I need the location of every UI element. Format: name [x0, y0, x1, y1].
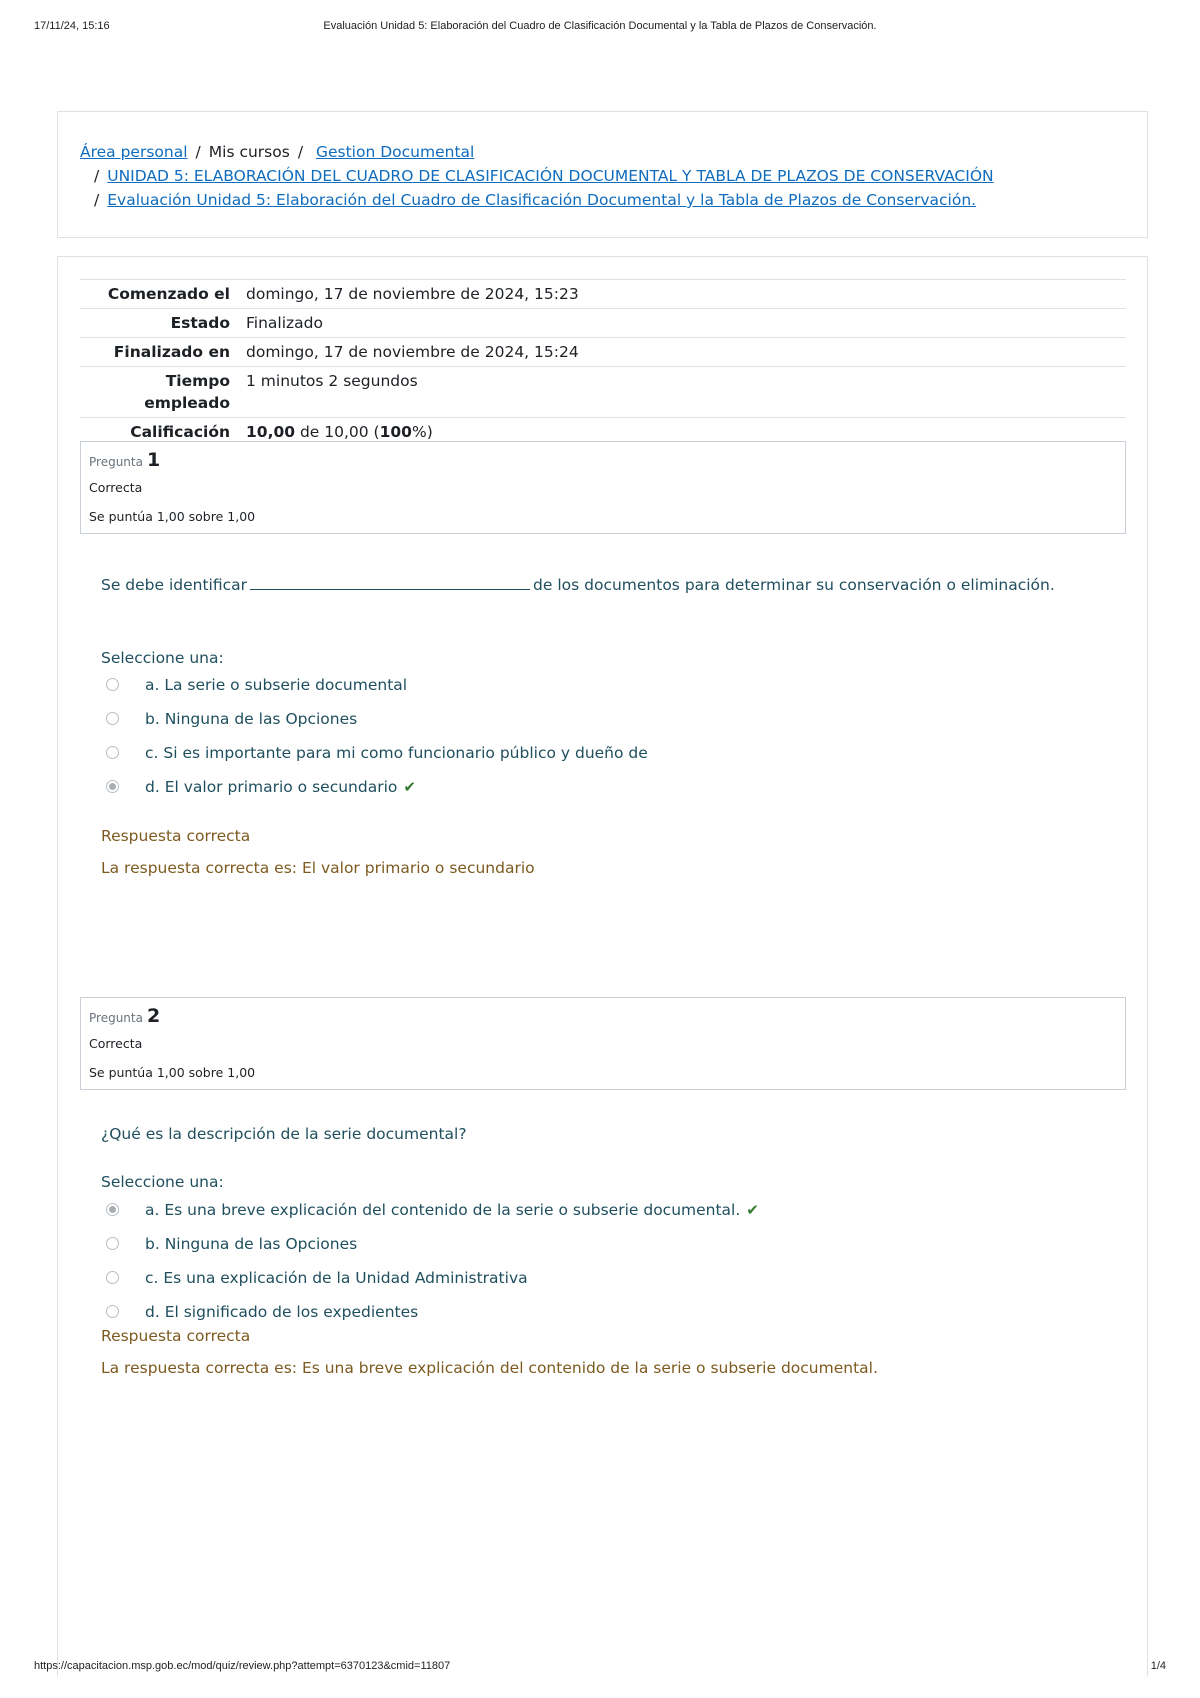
summary-label-line: Tiempo	[165, 372, 230, 390]
summary-value: domingo, 17 de noviembre de 2024, 15:24	[246, 343, 579, 361]
question-1-answers	[101, 676, 1001, 812]
summary-label-line: empleado	[144, 394, 230, 412]
answer-label-wrap	[145, 1201, 759, 1219]
breadcrumb-course-link[interactable]: Gestion Documental	[315, 143, 475, 161]
answer-label-wrap	[145, 778, 416, 796]
print-header	[34, 20, 1166, 36]
question-grade: Se puntúa 1,00 sobre 1,00	[89, 1065, 256, 1080]
print-url: https://capacitacion.msp.gob.ec/mod/quiz/review.php?attempt=6370123&cmid=11807	[34, 1660, 451, 1672]
question-number	[89, 449, 160, 471]
question-1-text	[101, 575, 1055, 594]
breadcrumb-quiz-link[interactable]: Evaluación Unidad 5: Elaboración del Cuadro de Clasificación Documental y la Tabla de Plazos de Conservación.	[107, 191, 977, 209]
attempt-summary-table	[80, 279, 1126, 447]
answer-label: d. El significado de los expedientes	[145, 1303, 419, 1321]
summary-value: 1 minutos 2 segundos	[246, 372, 418, 390]
grade-percent: 100	[379, 423, 412, 441]
grade-score: 10,00	[246, 423, 296, 441]
radio-button[interactable]	[106, 678, 119, 691]
summary-label: Calificación	[130, 423, 230, 441]
radio-button[interactable]	[106, 1305, 119, 1318]
radio-button[interactable]	[106, 1237, 119, 1250]
question-1-info	[80, 441, 1126, 534]
answer-option-d[interactable]	[101, 778, 1001, 812]
answer-option-b[interactable]	[101, 1235, 1001, 1269]
answer-label: c. Si es importante para mi como funcionario público y dueño de	[145, 744, 648, 762]
question-2-right-answer: La respuesta correcta es: Es una breve explicación del contenido de la serie o subserie documental.	[101, 1359, 878, 1377]
question-text-after: de los documentos para determinar su conservación o eliminación.	[533, 576, 1055, 594]
question-number-value: 2	[146, 1005, 161, 1027]
question-number	[89, 1005, 160, 1027]
print-footer	[34, 1660, 1166, 1676]
print-page-number: 1/4	[1150, 1660, 1166, 1672]
question-2-feedback-state: Respuesta correcta	[101, 1327, 251, 1345]
fill-in-blank	[250, 575, 530, 590]
summary-label	[80, 367, 246, 418]
question-label: Pregunta	[89, 1011, 143, 1025]
radio-button-selected[interactable]	[106, 780, 119, 793]
breadcrumb-mis-cursos: Mis cursos	[208, 143, 290, 161]
question-state: Correcta	[89, 480, 143, 495]
answer-label: c. Es una explicación de la Unidad Administrativa	[145, 1269, 528, 1287]
question-2-prompt: Seleccione una:	[101, 1173, 224, 1191]
summary-label: Finalizado en	[113, 343, 230, 361]
correct-check-icon: ✔	[403, 778, 416, 796]
question-1-prompt: Seleccione una:	[101, 649, 224, 667]
answer-label: b. Ninguna de las Opciones	[145, 710, 358, 728]
breadcrumb-unit-link[interactable]: UNIDAD 5: ELABORACIÓN DEL CUADRO DE CLASIFICACIÓN DOCUMENTAL Y TABLA DE PLAZOS DE CONSERVACIÓN	[107, 167, 994, 185]
summary-row-finished	[80, 338, 1126, 367]
print-title: Evaluación Unidad 5: Elaboración del Cuadro de Clasificación Documental y la Tabla de Plazos de Conservación.	[323, 20, 877, 32]
summary-value: domingo, 17 de noviembre de 2024, 15:23	[246, 285, 579, 303]
summary-row-state	[80, 309, 1126, 338]
question-2-text: ¿Qué es la descripción de la serie documental?	[101, 1125, 467, 1143]
quiz-review-card	[57, 256, 1148, 1676]
summary-row-time-taken	[80, 367, 1126, 418]
question-2-answers	[101, 1201, 1001, 1337]
summary-row-started	[80, 280, 1126, 309]
answer-option-a[interactable]	[101, 1201, 1001, 1235]
summary-label: Comenzado el	[107, 285, 230, 303]
answer-label: a. La serie o subserie documental	[145, 676, 408, 694]
question-1-feedback-state: Respuesta correcta	[101, 827, 251, 845]
breadcrumb-separator: /	[94, 191, 100, 209]
breadcrumb	[80, 140, 994, 212]
question-text-before: Se debe identificar	[101, 576, 248, 594]
summary-label: Estado	[170, 314, 230, 332]
grade-end: %)	[411, 423, 433, 441]
answer-option-c[interactable]	[101, 744, 1001, 778]
breadcrumb-separator: /	[195, 143, 201, 161]
breadcrumb-area-personal-link[interactable]: Área personal	[80, 143, 188, 161]
answer-label: d. El valor primario o secundario	[145, 778, 398, 796]
answer-option-c[interactable]	[101, 1269, 1001, 1303]
breadcrumb-card	[57, 111, 1148, 238]
summary-value: Finalizado	[246, 314, 323, 332]
question-label: Pregunta	[89, 455, 143, 469]
question-1-right-answer: La respuesta correcta es: El valor primario o secundario	[101, 859, 535, 877]
answer-option-a[interactable]	[101, 676, 1001, 710]
radio-button-selected[interactable]	[106, 1203, 119, 1216]
correct-check-icon: ✔	[746, 1201, 759, 1219]
question-state: Correcta	[89, 1036, 143, 1051]
breadcrumb-separator: /	[94, 167, 100, 185]
grade-mid: de 10,00 (	[295, 423, 380, 441]
answer-label: b. Ninguna de las Opciones	[145, 1235, 358, 1253]
radio-button[interactable]	[106, 1271, 119, 1284]
breadcrumb-separator: /	[297, 143, 304, 161]
print-date: 17/11/24, 15:16	[34, 20, 110, 32]
answer-label: a. Es una breve explicación del contenido de la serie o subserie documental.	[145, 1201, 741, 1219]
radio-button[interactable]	[106, 712, 119, 725]
question-number-value: 1	[146, 449, 161, 471]
question-2-info	[80, 997, 1126, 1090]
answer-option-b[interactable]	[101, 710, 1001, 744]
radio-button[interactable]	[106, 746, 119, 759]
question-grade: Se puntúa 1,00 sobre 1,00	[89, 509, 256, 524]
